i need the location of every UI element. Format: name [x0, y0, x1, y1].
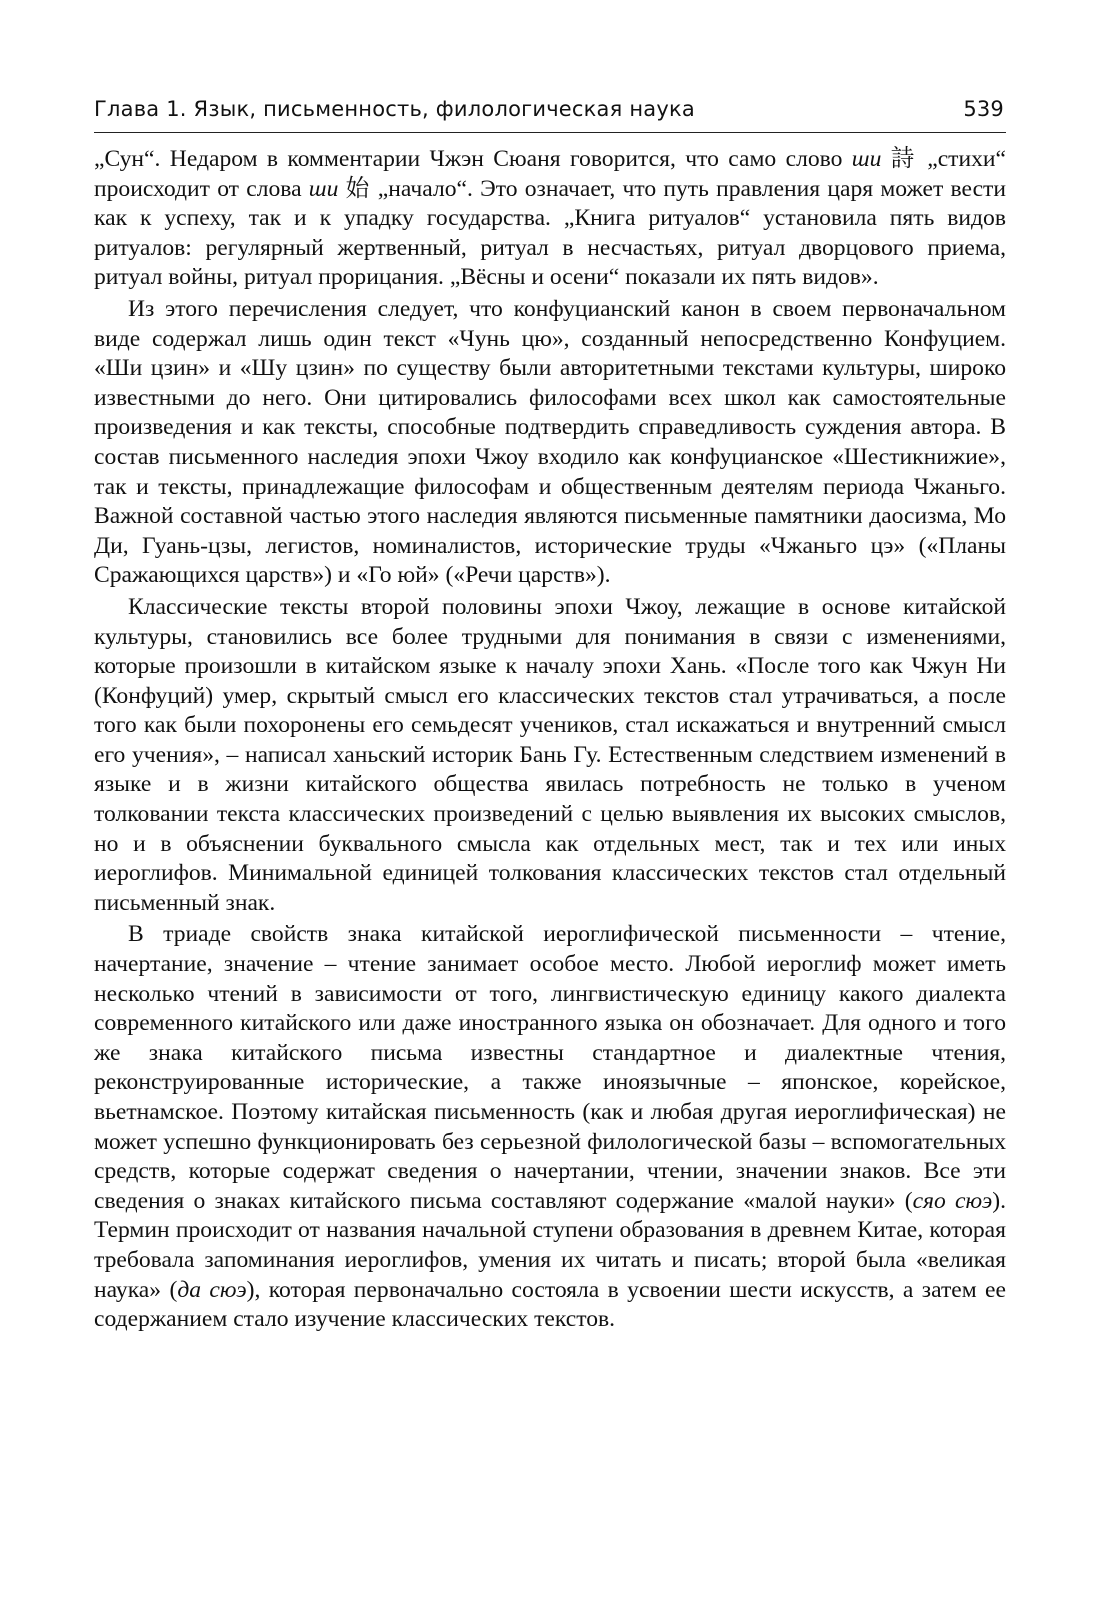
- text-run: 始 „начало“. Это означает, что путь правления царя может вести как к успеху, так и к упадку государства. „Книга ритуалов“ установила пять видов ритуалов: регулярный жертвенный, ритуал в несчастьях, ритуал дворцового приема, ритуал войны, ритуал прорицания. „Вёсны и осени“ показали их пять видов».: [94, 175, 1006, 291]
- book-page: [94, 96, 1006, 1335]
- italic-term: сяо сюэ: [912, 1187, 993, 1214]
- text-run: 詩 „стихи“ происходит от слова: [94, 146, 1007, 202]
- text-run: ), которая первоначально состояла в усвоении шести искусств, а затем ее содержанием стало изучение классических текстов.: [94, 1276, 1006, 1333]
- italic-term: ши: [851, 146, 882, 172]
- chapter-title: Глава 1. Язык, письменность, филологическая наука: [94, 97, 695, 121]
- paragraph-1: [94, 145, 1006, 293]
- text-run: Из этого перечисления следует, что конфуцианский канон в своем первоначальном виде содержал лишь один текст «Чунь цю», созданный непосредственно Конфуцием. «Ши цзин» и «Шу цзин» по существу были авторитетными текстами культуры, широко известными до него. Они цитировались философами всех школ как самостоятельные произведения и как тексты, способные подтвердить справедливость суждения автора. В состав письменного наследия эпохи Чжоу входило как конфуцианское «Шестикнижие», так и тексты, принадлежащие философам и общественным деятелям периода Чжаньго. Важной составной частью этого наследия являются письменные памятники даосизма, Мо Ди, Гуань-цзы, легистов, номиналистов, исторические труды «Чжаньго цэ» («Планы Сражающихся царств») и «Го юй» («Речи царств»).: [94, 295, 1006, 589]
- text-run: Классические тексты второй половины эпохи Чжоу, лежащие в основе китайской культуры, становились все более трудными для понимания в связи с изменениями, которые произошли в китайском языке к началу эпохи Хань. «После того как Чжун Ни (Конфуций) умер, скрытый смысл его классических текстов стал утрачиваться, а после того как были похоронены его семьдесят учеников, стал искажаться и внутренний смысл его учения», – написал ханьский историк Бань Гу. Естественным следствием изменений в языке и в жизни китайского общества явилась потребность не только в ученом толковании текста классических произведений с целью выявления их высоких смыслов, но и в объяснении буквального смысла как отдельных мест, так и тех или иных иероглифов. Минимальной единицей толкования классических текстов стал отдельный письменный знак.: [94, 593, 1006, 916]
- paragraph-4: [94, 920, 1006, 1334]
- paragraph-3: [94, 593, 1006, 919]
- page-number: 539: [963, 97, 1004, 121]
- text-run: „Сун“. Недаром в комментарии Чжэн Сюаня говорится, что само слово: [94, 146, 852, 172]
- body-text: [94, 145, 1006, 1335]
- italic-term: ши: [308, 175, 339, 202]
- paragraph-2: [94, 295, 1006, 591]
- text-run: В триаде свойств знака китайской иероглифической письменности – чтение, начертание, значение – чтение занимает особое место. Любой иероглиф может иметь несколько чтений в зависимости от того, лингвистическую единицу какого диалекта современного китайского или даже иностранного языка он обозначает. Для одного и того же знака китайского письма известны стандартное и диалектные чтения, реконструированные исторические, а также иноязычные – японское, корейское, вьетнамское. Поэтому китайская письменность (как и любая другая иероглифическая) не может успешно функционировать без серьезной филологической базы – вспомогательных средств, которые содержат сведения о начертании, чтении, значении знаков. Все эти сведения о знаках китайского письма составляют содержание «малой науки» (: [94, 921, 1006, 1214]
- text-run: ). Термин происходит от названия начальной ступени образования в древнем Китае, которая требовала запоминания иероглифов, умения их читать и писать; второй была «великая наука» (: [94, 1187, 1006, 1303]
- italic-term: да сюэ: [177, 1276, 247, 1303]
- running-header: [94, 96, 1006, 133]
